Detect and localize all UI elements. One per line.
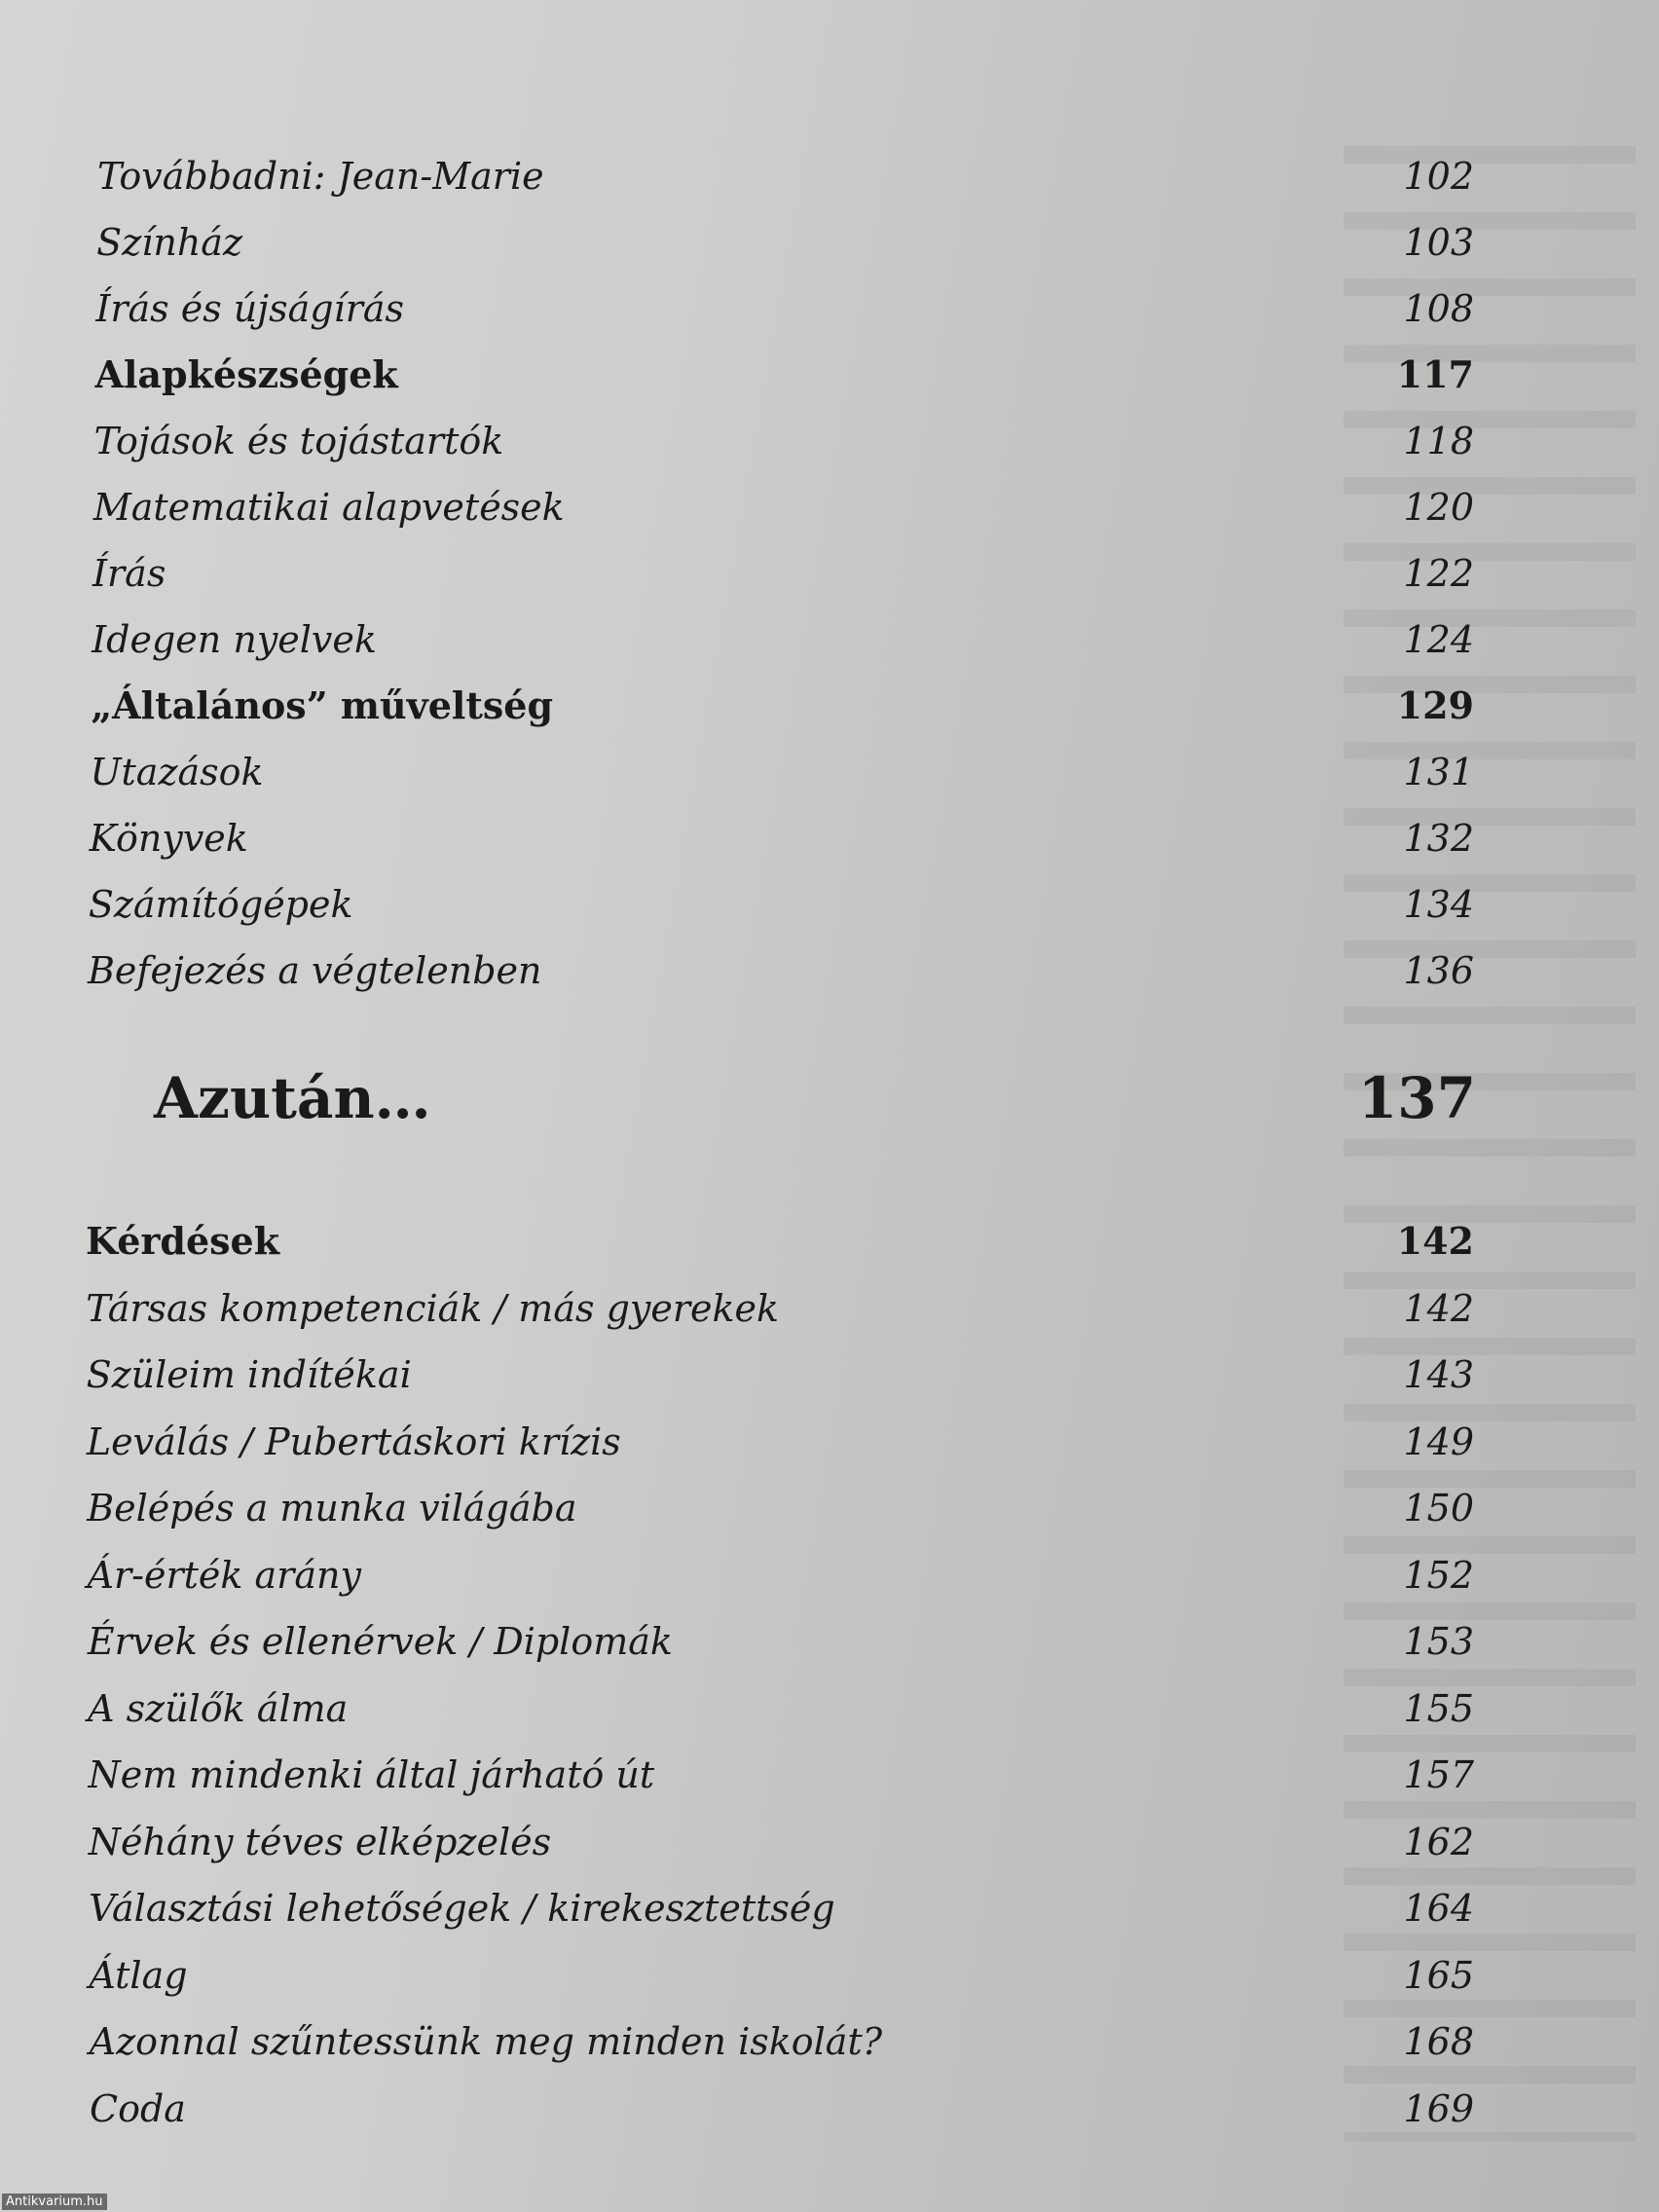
toc-entry xyxy=(0,1815,1659,1869)
toc-entry xyxy=(0,1415,1659,1469)
toc-entry-page: 165 xyxy=(1403,1953,1474,1997)
toc-entry xyxy=(0,1614,1659,1669)
toc-entry-page: 150 xyxy=(1403,1487,1474,1530)
toc-entry-title: Ár-érték arány xyxy=(87,1553,361,1597)
toc-entry-title: Választási lehetőségek / kirekesztettség xyxy=(89,1887,835,1930)
toc-entry-page: 162 xyxy=(1403,1820,1474,1863)
toc-entry xyxy=(0,149,1659,203)
toc-entry-page: 168 xyxy=(1403,2020,1474,2063)
toc-entry xyxy=(0,612,1659,667)
toc-entry-title: Befejezés a végtelenben xyxy=(88,949,542,992)
toc-entry-title: Azonnal szűntessünk meg minden iskolát? xyxy=(89,2020,883,2063)
toc-entry xyxy=(0,414,1659,468)
toc-entry-title: Utazások xyxy=(90,751,264,793)
toc-entry-page: 142 xyxy=(1403,1286,1474,1330)
toc-entry xyxy=(0,1548,1659,1603)
toc-entry-title: Matematikai alapvetések xyxy=(92,486,565,529)
toc-entry-page: 142 xyxy=(1396,1219,1474,1263)
toc-entry xyxy=(0,1214,1659,1269)
toc-entry xyxy=(0,480,1659,535)
toc-entry-title: Nem mindenki által járható út xyxy=(88,1753,655,1796)
toc-entry-title: Alapkészségek xyxy=(94,352,398,396)
toc-entry-title: Írás xyxy=(92,552,166,595)
toc-entry-page: 124 xyxy=(1403,618,1474,661)
toc-entry xyxy=(0,1681,1659,1736)
toc-entry xyxy=(0,281,1659,336)
toc-entry-page: 143 xyxy=(1403,1353,1474,1396)
toc-entry xyxy=(0,215,1659,270)
chapter-heading xyxy=(0,1059,1659,1137)
toc-entry-page: 164 xyxy=(1403,1887,1474,1930)
toc-entry xyxy=(0,1948,1659,2003)
toc-entry-page: 149 xyxy=(1403,1419,1474,1463)
toc-entry-title: A szülők álma xyxy=(88,1686,349,1730)
toc-entry-title: Számítógépek xyxy=(88,883,353,926)
toc-entry-page: 152 xyxy=(1403,1553,1474,1597)
toc-entry-title: Belépés a munka világába xyxy=(87,1487,577,1530)
watermark: Antikvarium.hu xyxy=(2,2194,107,2210)
toc-entry-title: Szüleim indítékai xyxy=(86,1353,412,1396)
toc-entry xyxy=(0,1881,1659,1936)
toc-entry-page: 129 xyxy=(1396,683,1474,727)
toc-entry-page: 120 xyxy=(1403,486,1474,529)
toc-entry xyxy=(0,2082,1659,2136)
toc-entry-page: 136 xyxy=(1403,949,1474,992)
toc-entry xyxy=(0,943,1659,998)
toc-entry-title: Coda xyxy=(90,2086,186,2130)
toc-entry xyxy=(0,1281,1659,1336)
toc-entry xyxy=(0,745,1659,799)
toc-entry-page: 108 xyxy=(1403,287,1474,330)
toc-entry xyxy=(0,1481,1659,1535)
toc-entry-page: 169 xyxy=(1403,2086,1474,2130)
toc-entry xyxy=(0,348,1659,402)
toc-entry xyxy=(0,679,1659,733)
toc-entry xyxy=(0,811,1659,866)
toc-entry-page: 132 xyxy=(1403,817,1474,860)
toc-entry xyxy=(0,877,1659,932)
toc-entry xyxy=(0,546,1659,601)
toc-entry-title: „Általános” műveltség xyxy=(91,683,554,727)
toc-entry-page: 122 xyxy=(1403,552,1474,595)
toc-entry-page: 134 xyxy=(1403,883,1474,926)
chapter-page: 137 xyxy=(1357,1065,1476,1131)
toc-entry-page: 155 xyxy=(1403,1686,1474,1730)
toc-entry-title: Továbbadni: Jean-Marie xyxy=(97,155,544,198)
toc-entry xyxy=(0,1347,1659,1402)
toc-entry-title: Idegen nyelvek xyxy=(92,618,377,661)
toc-entry-page: 118 xyxy=(1403,420,1474,462)
toc-entry-title: Leválás / Pubertáskori krízis xyxy=(86,1419,621,1463)
toc-entry xyxy=(0,2014,1659,2069)
chapter-title: Azután… xyxy=(154,1065,431,1131)
toc-entry-title: Átlag xyxy=(89,1953,188,1997)
toc-entry xyxy=(0,1748,1659,1802)
toc-entry-page: 131 xyxy=(1403,751,1474,793)
toc-entry-title: Tojások és tojástartók xyxy=(93,420,504,462)
toc-entry-page: 102 xyxy=(1403,155,1474,198)
toc-entry-title: Érvek és ellenérvek / Diplomák xyxy=(87,1620,673,1663)
toc-entry-title: Kérdések xyxy=(86,1219,280,1263)
toc-entry-page: 117 xyxy=(1396,352,1474,396)
toc-entry-page: 103 xyxy=(1403,221,1474,264)
toc-entry-page: 153 xyxy=(1403,1620,1474,1663)
toc-entry-title: Színház xyxy=(96,221,242,264)
toc-entry-page: 157 xyxy=(1403,1753,1474,1796)
toc-entry-title: Társas kompetenciák / más gyerekek xyxy=(86,1286,780,1330)
toc-entry-title: Néhány téves elképzelés xyxy=(88,1820,552,1863)
toc-entry-title: Könyvek xyxy=(89,817,248,860)
toc-entry-title: Írás és újságírás xyxy=(95,287,405,330)
